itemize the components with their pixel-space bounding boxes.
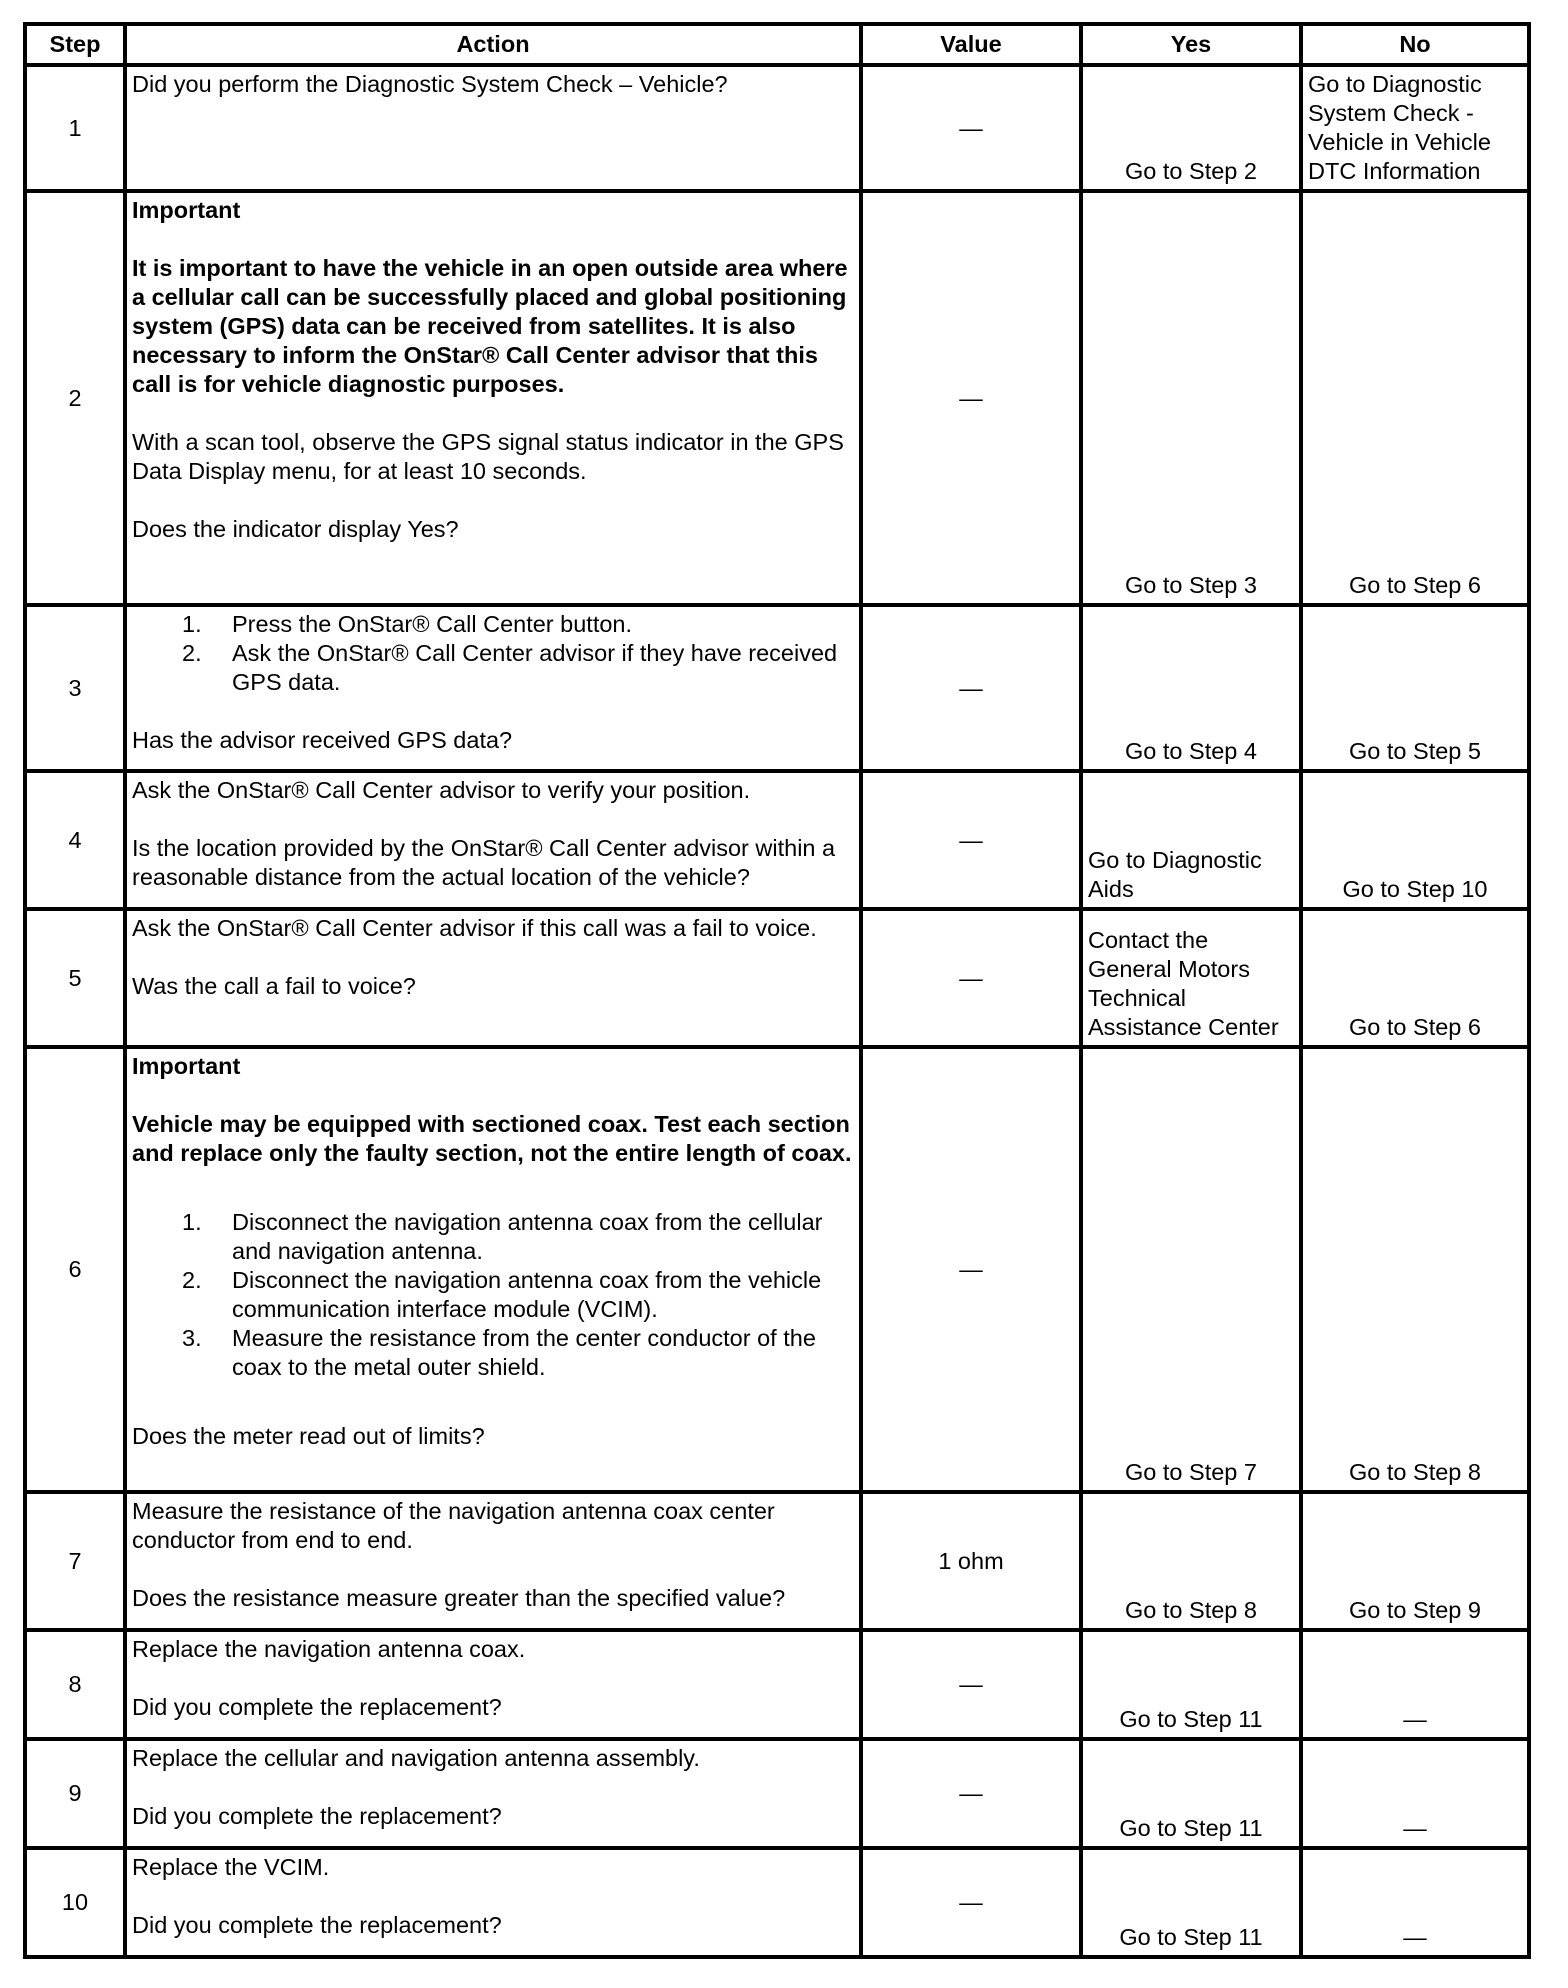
action-cell	[125, 1492, 861, 1630]
no-cell: Go to Step 9	[1301, 1492, 1529, 1630]
yes-cell: Go to Step 8	[1081, 1492, 1301, 1630]
value-cell: —	[861, 1848, 1081, 1957]
value-cell: —	[861, 1630, 1081, 1739]
yes-cell: Go to Step 3	[1081, 191, 1301, 605]
list-number: 1.	[182, 611, 202, 637]
action-question: Has the advisor received GPS data?	[132, 727, 513, 753]
yes-cell: Go to Step 11	[1081, 1630, 1301, 1739]
procedure-list	[132, 610, 854, 697]
table-row	[25, 771, 1529, 909]
value-cell: —	[861, 771, 1081, 909]
action-cell	[125, 1739, 861, 1848]
action-question: Did you complete the replacement?	[132, 1694, 502, 1720]
step-number: 9	[25, 1739, 125, 1848]
action-text: Measure the resistance of the navigation antenna coax center conductor from end to end.	[132, 1498, 775, 1553]
action-text: Ask the OnStar® Call Center advisor if this call was a fail to voice.	[132, 915, 817, 941]
step-number: 4	[25, 771, 125, 909]
step-number: 2	[25, 191, 125, 605]
no-cell: Go to Step 10	[1301, 771, 1529, 909]
list-text: Measure the resistance from the center conductor of the coax to the metal outer shield.	[232, 1325, 816, 1380]
list-number: 3.	[182, 1325, 202, 1351]
step-number: 10	[25, 1848, 125, 1957]
list-item	[132, 639, 854, 697]
step-number: 1	[25, 65, 125, 191]
step-number: 3	[25, 605, 125, 771]
action-cell	[125, 909, 861, 1047]
important-title: Important	[132, 197, 241, 223]
action-cell	[125, 65, 861, 191]
no-cell: Go to Step 5	[1301, 605, 1529, 771]
action-text: Ask the OnStar® Call Center advisor to verify your position.	[132, 777, 751, 803]
yes-cell: Go to Step 2	[1081, 65, 1301, 191]
value-cell: —	[861, 605, 1081, 771]
action-cell	[125, 1047, 861, 1492]
list-text: Disconnect the navigation antenna coax from the vehicle communication interface module (VCIM).	[232, 1267, 822, 1322]
list-number: 2.	[182, 1267, 202, 1293]
action-cell	[125, 191, 861, 605]
important-title: Important	[132, 1053, 241, 1079]
action-question: Was the call a fail to voice?	[132, 973, 416, 999]
yes-cell: Go to Diagnostic Aids	[1081, 771, 1301, 909]
table-row	[25, 65, 1529, 191]
table-row	[25, 605, 1529, 771]
list-item	[132, 1208, 854, 1266]
important-text: Vehicle may be equipped with sectioned coax. Test each section and replace only the faulty section, not the entire length of coax.	[132, 1111, 852, 1166]
list-item	[132, 1324, 854, 1382]
list-text: Ask the OnStar® Call Center advisor if they have received GPS data.	[232, 640, 838, 695]
no-cell: Go to Step 6	[1301, 191, 1529, 605]
action-cell	[125, 1630, 861, 1739]
no-cell: Go to Diagnostic System Check - Vehicle in Vehicle DTC Information	[1301, 65, 1529, 191]
value-cell: —	[861, 191, 1081, 605]
header-value: Value	[861, 24, 1081, 65]
header-yes: Yes	[1081, 24, 1301, 65]
step-number: 6	[25, 1047, 125, 1492]
table-row	[25, 1848, 1529, 1957]
table-row	[25, 909, 1529, 1047]
diagnostic-table	[23, 22, 1531, 1959]
header-step: Step	[25, 24, 125, 65]
table-row	[25, 191, 1529, 605]
yes-cell: Go to Step 4	[1081, 605, 1301, 771]
action-question: Is the location provided by the OnStar® Call Center advisor within a reasonable distance from the actual location of the vehicle?	[132, 835, 836, 890]
action-question: Does the resistance measure greater than the specified value?	[132, 1585, 786, 1611]
value-cell: 1 ohm	[861, 1492, 1081, 1630]
yes-cell: Contact the General Motors Technical Assistance Center	[1081, 909, 1301, 1047]
action-question: Did you complete the replacement?	[132, 1912, 502, 1938]
no-cell: —	[1301, 1848, 1529, 1957]
action-question: Does the indicator display Yes?	[132, 516, 459, 542]
header-action: Action	[125, 24, 861, 65]
action-text: Replace the cellular and navigation antenna assembly.	[132, 1745, 700, 1771]
table-row	[25, 1492, 1529, 1630]
list-text: Press the OnStar® Call Center button.	[232, 611, 633, 637]
list-number: 1.	[182, 1209, 202, 1235]
step-number: 5	[25, 909, 125, 1047]
step-number: 7	[25, 1492, 125, 1630]
yes-cell: Go to Step 11	[1081, 1739, 1301, 1848]
table-row	[25, 1630, 1529, 1739]
list-item	[132, 1266, 854, 1324]
value-cell: —	[861, 65, 1081, 191]
value-cell: —	[861, 909, 1081, 1047]
no-cell: Go to Step 8	[1301, 1047, 1529, 1492]
action-cell	[125, 1848, 861, 1957]
table-row	[25, 1047, 1529, 1492]
value-cell: —	[861, 1739, 1081, 1848]
action-text: With a scan tool, observe the GPS signal status indicator in the GPS Data Display menu, for at least 10 seconds.	[132, 429, 844, 484]
yes-cell: Go to Step 11	[1081, 1848, 1301, 1957]
list-text: Disconnect the navigation antenna coax from the cellular and navigation antenna.	[232, 1209, 823, 1264]
action-cell	[125, 771, 861, 909]
header-no: No	[1301, 24, 1529, 65]
action-text: Replace the navigation antenna coax.	[132, 1636, 526, 1662]
yes-cell: Go to Step 7	[1081, 1047, 1301, 1492]
action-text: Replace the VCIM.	[132, 1854, 330, 1880]
action-question: Does the meter read out of limits?	[132, 1423, 485, 1449]
no-cell: —	[1301, 1739, 1529, 1848]
list-number: 2.	[182, 640, 202, 666]
important-text: It is important to have the vehicle in an open outside area where a cellular call can be successfully placed and global positioning system (GPS) data can be received from satellites. It is also necessary to inform the OnStar® Call Center advisor that this call is for vehicle diagnostic purposes.	[132, 255, 848, 397]
action-text: Did you perform the Diagnostic System Check – Vehicle?	[132, 71, 728, 97]
procedure-list	[132, 1208, 854, 1382]
action-cell	[125, 605, 861, 771]
no-cell: —	[1301, 1630, 1529, 1739]
table-row	[25, 1739, 1529, 1848]
step-number: 8	[25, 1630, 125, 1739]
action-question: Did you complete the replacement?	[132, 1803, 502, 1829]
header-row	[25, 24, 1529, 65]
value-cell: —	[861, 1047, 1081, 1492]
list-item	[132, 610, 854, 639]
no-cell: Go to Step 6	[1301, 909, 1529, 1047]
